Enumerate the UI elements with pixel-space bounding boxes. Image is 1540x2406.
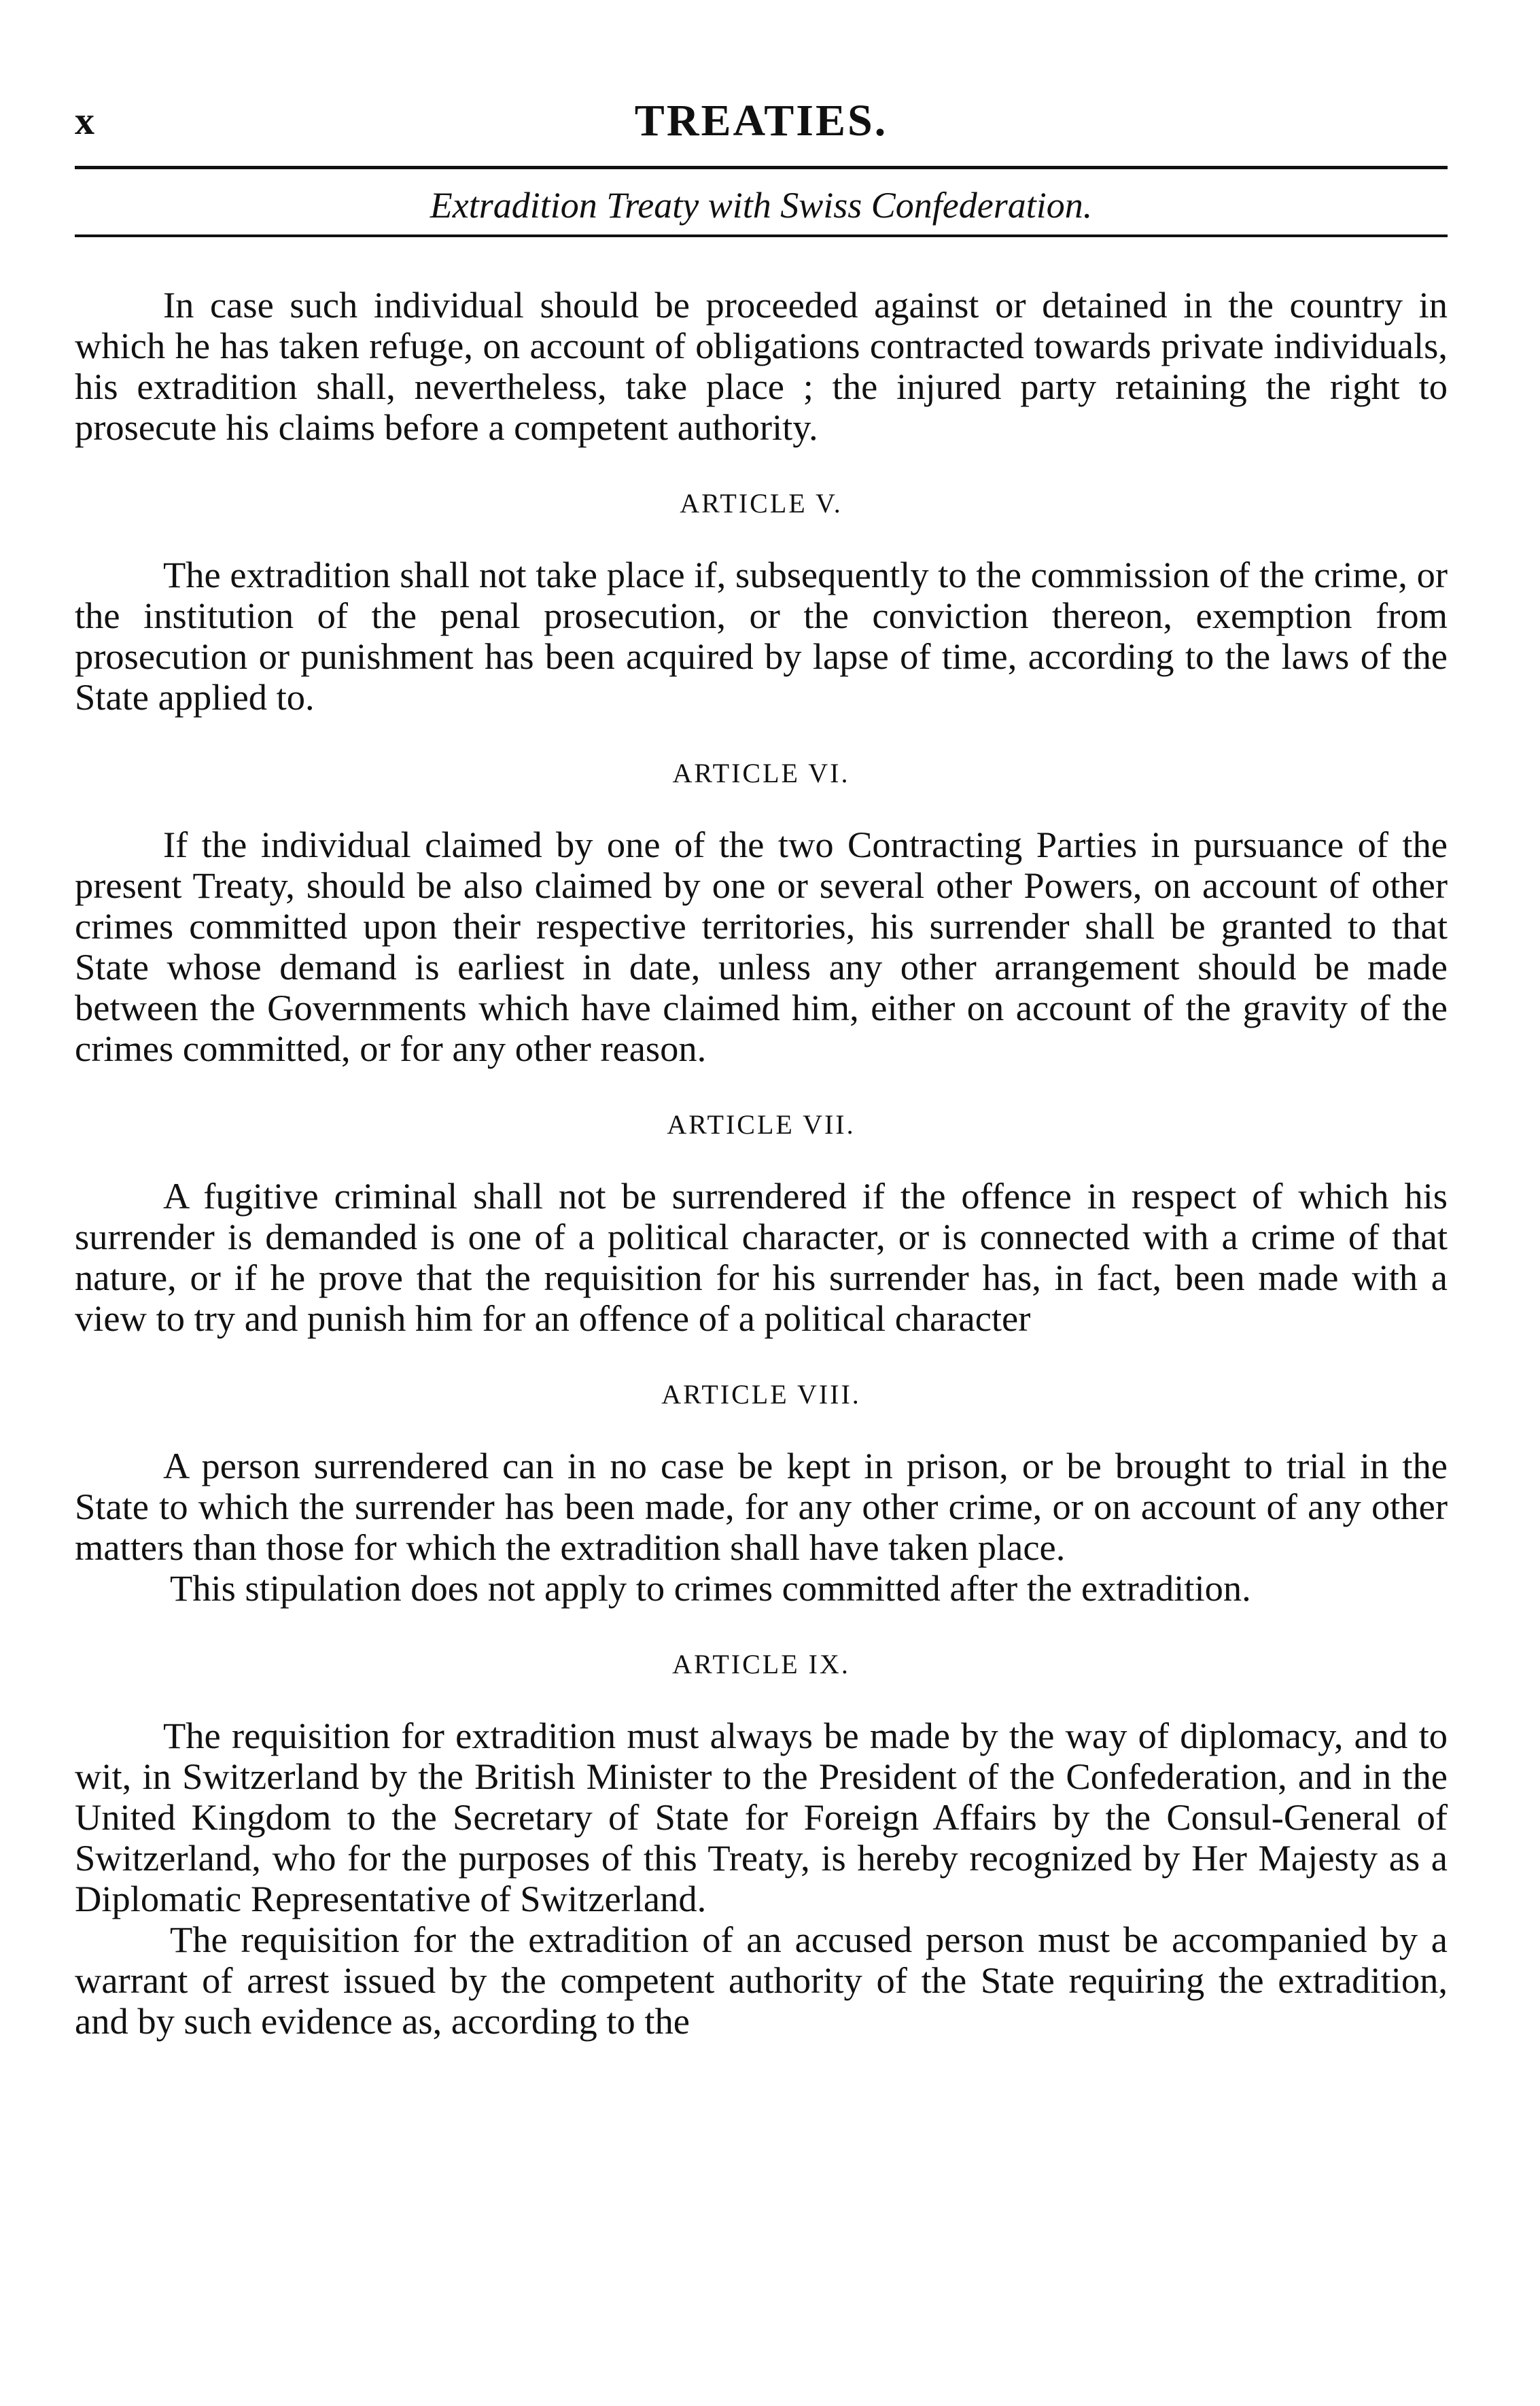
article-7-paragraph-1: A fugitive criminal shall not be surrendered if the offence in respect of which his surrender is demanded is one of a political character, or is connected with a crime of that nature, or if he prove that the requisition for his surrender has, in fact, been made with a view to try and punish him for an offence of a political character (75, 1175, 1448, 1339)
running-head (75, 82, 1448, 156)
document-page (75, 82, 1448, 2042)
article-heading-7: ARTICLE VII. (667, 1109, 856, 1140)
treaty-subtitle: Extradition Treaty with Swiss Confederation. (430, 185, 1093, 226)
subtitle-rule (75, 234, 1448, 237)
page-title: TREATIES. (634, 96, 888, 145)
article-9-paragraph-2: The requisition for the extradition of an accused person must be accompanied by a warrant of arrest issued by the competent authority of the State requiring the extradition, and by such evidence as, according to the (75, 1919, 1448, 2042)
opening-paragraph: In case such individual should be proceeded against or detained in the country in which he has taken refuge, on account of obligations contracted towards private individuals, his extradition shall, nevertheless, take place ; the injured party retaining the right to prosecute his claims before a competent authority. (75, 284, 1448, 448)
article-heading-8: ARTICLE VIII. (661, 1379, 861, 1410)
page-number: x (75, 99, 94, 143)
article-8-paragraph-2: This stipulation does not apply to crimes committed after the extradition. (170, 1567, 1251, 1609)
article-5-paragraph-1: The extradition shall not take place if, subsequently to the commission of the crime, or the institution of the penal prosecution, or the conviction thereon, exemption from prosecution or punishment has been acquired by lapse of time, according to the laws of the State applied to. (75, 554, 1448, 718)
article-6-paragraph-1: If the individual claimed by one of the two Contracting Parties in pursuance of the present Treaty, should be also claimed by one or several other Powers, on account of other crimes committed upon their respective territories, his surrender shall be granted to that State whose demand is earliest in date, unless any other arrangement should be made between the Governments which have claimed him, either on account of the gravity of the crimes committed, or for any other reason. (75, 824, 1448, 1069)
article-heading-5: ARTICLE V. (680, 488, 843, 519)
article-heading-9: ARTICLE IX. (672, 1649, 850, 1679)
article-9-paragraph-1: The requisition for extradition must always be made by the way of diplomacy, and to wit, in Switzerland by the British Minister to the President of the Confederation, and in the United Kingdom to the Secretary of State for Foreign Affairs by the Consul-General of Switzerland, who for the purposes of this Treaty, is hereby recognized by Her Majesty as a Diplomatic Representative of Switzerland. (75, 1715, 1448, 1919)
article-8-paragraph-1: A person surrendered can in no case be kept in prison, or be brought to trial in the State to which the surrender has been made, for any other crime, or on account of any other matters than those for which the extradition shall have taken place. (75, 1445, 1448, 1568)
article-heading-6: ARTICLE VI. (672, 758, 850, 788)
